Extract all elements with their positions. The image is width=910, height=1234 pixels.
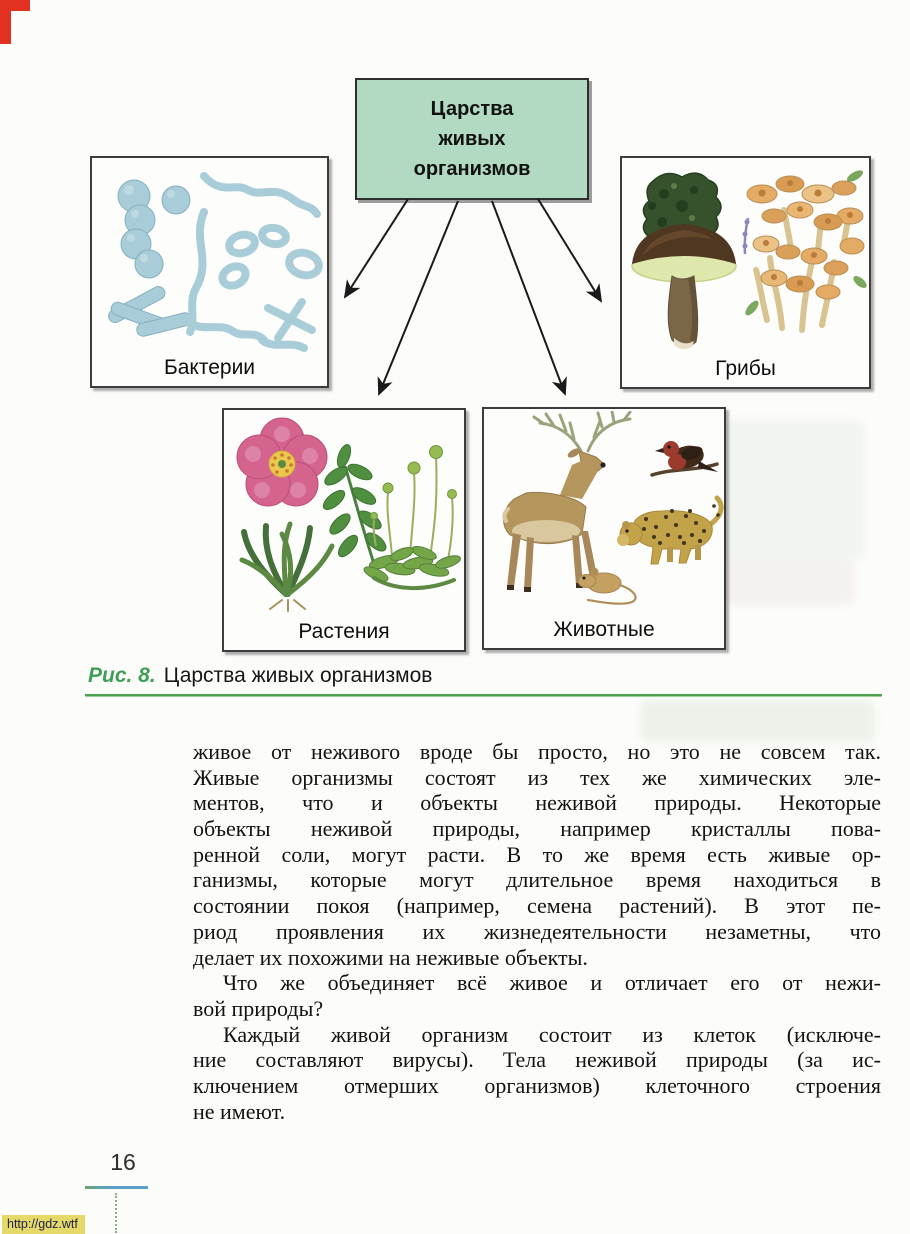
body-line: Что же объединяет всё живое и отличает его от нежи- bbox=[223, 970, 881, 996]
bacteria-label: Бактерии bbox=[163, 356, 256, 379]
body-line: риод проявления их жизнедеятельности незаметны, что bbox=[193, 918, 881, 944]
watermark: http://gdz.wtf bbox=[2, 1215, 85, 1234]
animals-box bbox=[482, 407, 726, 650]
fungi-box bbox=[620, 156, 871, 389]
diagram-arrows bbox=[300, 193, 620, 405]
arrow-to-animals bbox=[492, 201, 565, 394]
page-bleed-artifact bbox=[705, 560, 855, 605]
caption-divider-rule bbox=[85, 694, 882, 697]
body-line: состоянии покоя (например, семена растений). В этот пе- bbox=[193, 893, 881, 919]
page-number: 16 bbox=[110, 1149, 136, 1175]
body-line: Живые организмы состоят из тех же химических эле- bbox=[193, 764, 881, 790]
page-bleed-artifact bbox=[640, 700, 875, 742]
body-text bbox=[193, 739, 881, 1124]
dotted-guide-line bbox=[115, 1193, 117, 1233]
body-line: вой природы? bbox=[193, 995, 324, 1021]
body-line: ганизмы, которые могут длительное время находиться в bbox=[193, 867, 881, 893]
body-line: ментов, что и объекты неживой природы. Некоторые bbox=[193, 790, 881, 816]
plants-box bbox=[222, 408, 466, 652]
animals-illustration bbox=[484, 411, 724, 613]
plants-label: Растения bbox=[298, 620, 390, 643]
body-line: Каждый живой организм состоит из клеток (исключе- bbox=[223, 1021, 881, 1047]
fungi-illustration bbox=[622, 160, 869, 356]
body-line: ние составляют вирусы). Тела неживой природы (за ис- bbox=[193, 1047, 881, 1073]
plants-illustration bbox=[224, 412, 464, 616]
figure-caption bbox=[88, 664, 788, 688]
fungi-label: Грибы bbox=[715, 357, 776, 380]
body-line: живое от неживого вроде бы просто, но это не совсем так. bbox=[193, 739, 881, 764]
diagram-root-box bbox=[355, 78, 589, 200]
bacteria-illustration bbox=[92, 160, 327, 352]
red-corner-mark bbox=[0, 0, 11, 44]
body-line: объекты неживой природы, например кристаллы пова- bbox=[193, 816, 881, 842]
body-line: ключением отмерших организмов) клеточного строения bbox=[193, 1072, 881, 1098]
animals-label: Животные bbox=[553, 618, 655, 641]
body-line: ренной соли, могут расти. В то же время есть живые ор- bbox=[193, 841, 881, 867]
arrow-to-fungi bbox=[538, 199, 601, 301]
arrow-to-bacteria bbox=[345, 199, 408, 297]
body-line: не имеют. bbox=[193, 1098, 286, 1124]
figure-number: Рис. 8. bbox=[88, 664, 156, 687]
figure-title: Царства живых организмов bbox=[163, 664, 433, 687]
diagram-root-label: Царства живых организмов bbox=[413, 98, 531, 180]
arrow-to-plants bbox=[379, 201, 458, 394]
body-line: делает их похожими на неживые объекты. bbox=[193, 944, 588, 970]
page-number-rule bbox=[85, 1186, 148, 1189]
bacteria-box bbox=[90, 156, 329, 388]
